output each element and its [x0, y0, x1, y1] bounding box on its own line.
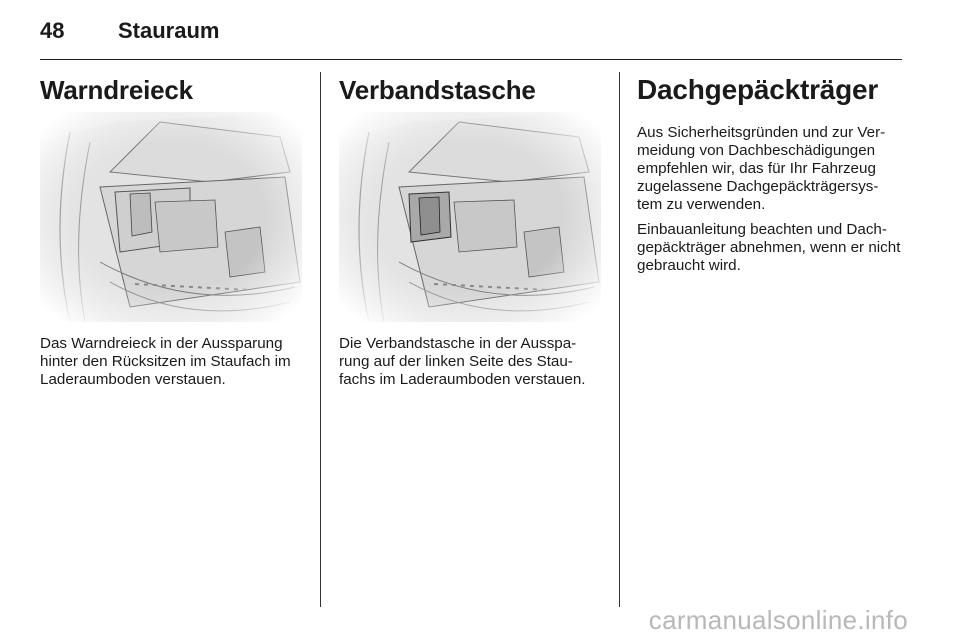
heading-verbandstasche: Verbandstasche	[339, 75, 536, 105]
page-number: 48	[40, 18, 65, 43]
column-divider-2	[619, 72, 620, 607]
paragraph-2: Einbauanleitung beachten und Dach- gepäckträger abnehmen, wenn er nicht gebraucht wird.	[637, 221, 901, 274]
section-title: Stauraum	[118, 18, 220, 43]
paragraph-1: Aus Sicherheitsgründen und zur Ver- meidung von Dachbeschädigungen empfehlen wir, das für Ihr Fahrzeug zugelassene Dachgepäckträgersys- tem zu verwenden.	[637, 124, 886, 213]
watermark-text: carmanualsonline.info	[648, 605, 908, 635]
heading-dachgepaecktraeger: Dachgepäckträger	[637, 74, 879, 105]
column-dachgepaecktraeger	[637, 76, 878, 104]
column-verbandstasche	[339, 76, 536, 104]
column-warndreieck	[40, 76, 193, 104]
page-header	[40, 18, 219, 48]
column-divider-1	[320, 72, 321, 607]
heading-warndreieck: Warndreieck	[40, 75, 193, 105]
header-divider	[40, 59, 902, 60]
body-dachgepaecktraeger	[637, 124, 903, 282]
caption-warndreieck: Das Warndreieck in der Aussparung hinter den Rücksitzen im Staufach im Laderaumboden verstauen.	[40, 335, 291, 388]
trunk-illustration-first-aid-kit	[339, 112, 601, 322]
caption-verbandstasche: Die Verbandstasche in der Ausspa- rung auf der linken Seite des Stau- fachs im Laderaumboden verstauen.	[339, 335, 586, 388]
trunk-illustration-warning-triangle	[40, 112, 302, 322]
